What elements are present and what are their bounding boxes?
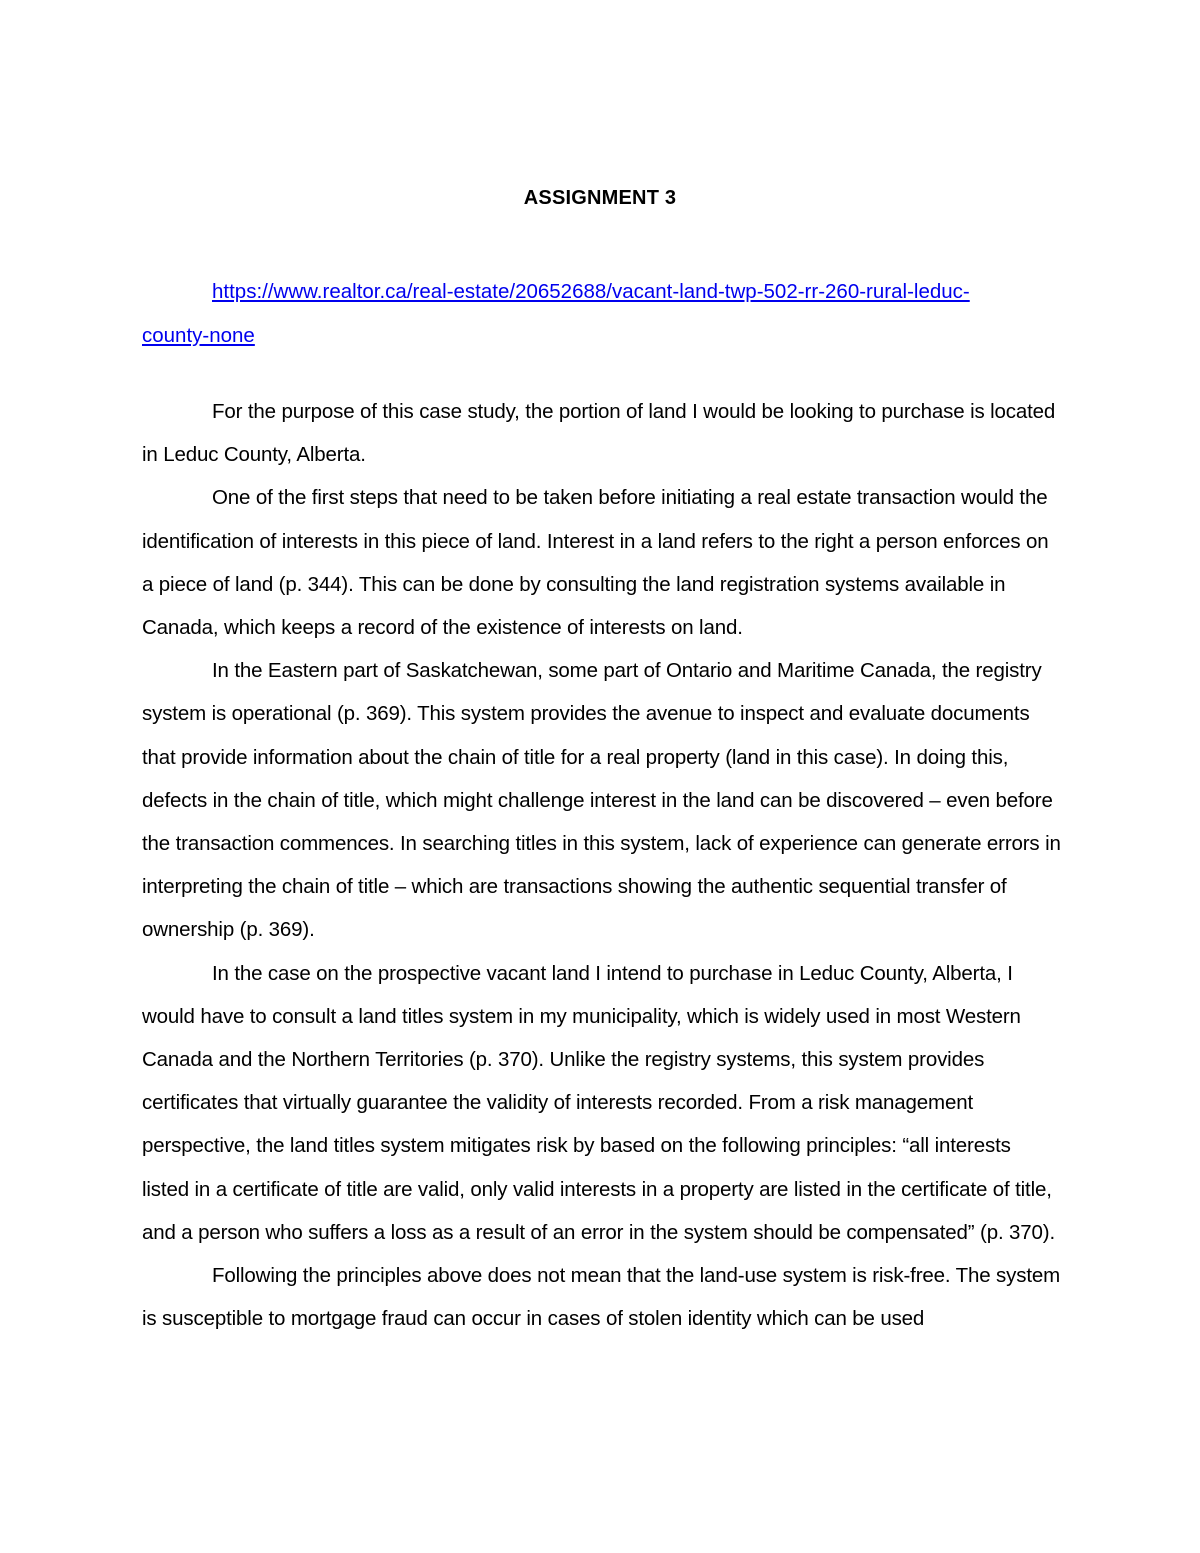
- listing-link-line-1: https://www.realtor.ca/real-estate/20652688/vacant-land-twp-502-rr-260-rural-leduc-: [212, 280, 970, 303]
- paragraph: For the purpose of this case study, the portion of land I would be looking to purchase is located in Leduc County, Alberta.: [142, 400, 1056, 467]
- paragraph: Following the principles above does not mean that the land-use system is risk-free. The system is susceptible to mortgage fraud can occur in cases of stolen identity which can be used: [142, 1264, 1061, 1331]
- listing-link-line-2: county-none: [142, 323, 255, 347]
- document-body: [142, 390, 1062, 1340]
- listing-link-block: [142, 270, 1062, 357]
- paragraph: One of the first steps that need to be taken before initiating a real estate transaction would the identification of interests in this piece of land. Interest in a land refers to the right a person enforces on a piece of land (p. 344). This can be done by consulting the land registration systems available in Canada, which keeps a record of the existence of interests on land.: [142, 486, 1049, 640]
- document-title: ASSIGNMENT 3: [523, 187, 677, 209]
- paragraph: In the Eastern part of Saskatchewan, some part of Ontario and Maritime Canada, the registry system is operational (p. 369). This system provides the avenue to inspect and evaluate documents that provide information about the chain of title for a real property (land in this case). In doing this, defects in the chain of title, which might challenge interest in the land can be discovered – even before the transaction commences. In searching titles in this system, lack of experience can generate errors in interpreting the chain of title – which are transactions showing the authentic sequential transfer of ownership (p. 369).: [142, 659, 1061, 942]
- listing-link[interactable]: [142, 270, 1062, 357]
- paragraph: In the case on the prospective vacant land I intend to purchase in Leduc County, Alberta, I would have to consult a land titles system in my municipality, which is widely used in most Western Canada and the Northern Territories (p. 370). Unlike the registry systems, this system provides certificates that virtually guarantee the validity of interests recorded. From a risk management perspective, the land titles system mitigates risk by based on the following principles: “all interests listed in a certificate of title are valid, only valid interests in a property are listed in the certificate of title, and a person who suffers a loss as a result of an error in the system should be compensated” (p. 370).: [142, 961, 1056, 1244]
